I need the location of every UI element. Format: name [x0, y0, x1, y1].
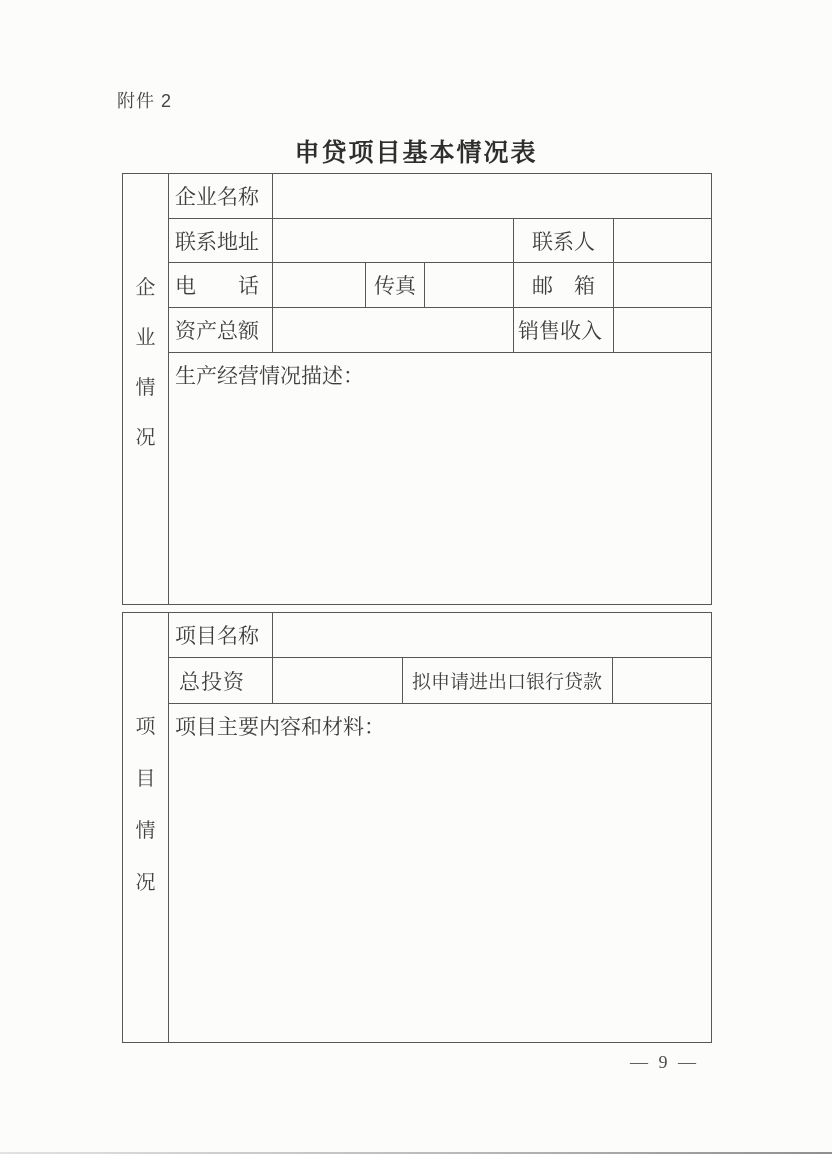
- contact-person-field: [614, 219, 711, 262]
- side-char: 业: [135, 327, 156, 349]
- project-info-table: [122, 612, 712, 1043]
- enterprise-table-content: [169, 174, 711, 604]
- side-char: 目: [135, 768, 156, 790]
- eximbank-loan-label: 拟申请进出口银行贷款: [403, 658, 613, 703]
- contact-address-row: [169, 219, 711, 263]
- side-char: 况: [135, 872, 156, 894]
- phone-field: [273, 263, 366, 307]
- sales-revenue-label: 销售收入: [514, 308, 614, 352]
- operation-description-label: 生产经营情况描述：: [175, 365, 364, 388]
- contact-person-label: 联系人: [514, 219, 614, 262]
- fax-field: [425, 263, 514, 307]
- company-name-row: [169, 174, 711, 219]
- eximbank-loan-field: [613, 658, 711, 703]
- email-label: 邮 箱: [514, 263, 614, 307]
- total-assets-field: [273, 308, 514, 352]
- project-main-content-label: 项目主要内容和材料：: [175, 716, 385, 739]
- enterprise-section-side-label: [123, 174, 169, 604]
- attachment-label: 附件 2: [117, 91, 173, 111]
- page-title: 申贷项目基本情况表: [294, 139, 538, 167]
- page-number: — 9 —: [630, 1052, 699, 1072]
- sales-revenue-field: [614, 308, 711, 352]
- operation-description-row: [169, 353, 711, 604]
- project-section-side-label: [123, 613, 169, 1042]
- side-char: 企: [135, 277, 156, 299]
- project-main-content-row: [169, 704, 711, 1042]
- total-investment-field: [273, 658, 403, 703]
- project-name-field: [273, 613, 711, 657]
- contact-address-field: [273, 219, 514, 262]
- assets-revenue-row: [169, 308, 711, 353]
- enterprise-info-table: [122, 173, 712, 605]
- contact-address-label: 联系地址: [169, 219, 273, 262]
- investment-loan-row: [169, 658, 711, 704]
- company-name-label: 企业名称: [169, 174, 273, 218]
- side-char: 项: [135, 716, 156, 738]
- fax-label: 传真: [366, 263, 425, 307]
- phone-fax-email-row: [169, 263, 711, 308]
- side-char: 况: [135, 427, 156, 449]
- total-investment-label: 总投资: [169, 658, 273, 703]
- total-assets-label: 资产总额: [169, 308, 273, 352]
- side-char: 情: [135, 820, 156, 842]
- project-name-label: 项目名称: [169, 613, 273, 657]
- project-table-content: [169, 613, 711, 1042]
- project-name-row: [169, 613, 711, 658]
- phone-label: 电 话: [169, 263, 273, 307]
- email-field: [614, 263, 711, 307]
- side-char: 情: [135, 377, 156, 399]
- company-name-field: [273, 174, 711, 218]
- scanner-background: [0, 1154, 832, 1168]
